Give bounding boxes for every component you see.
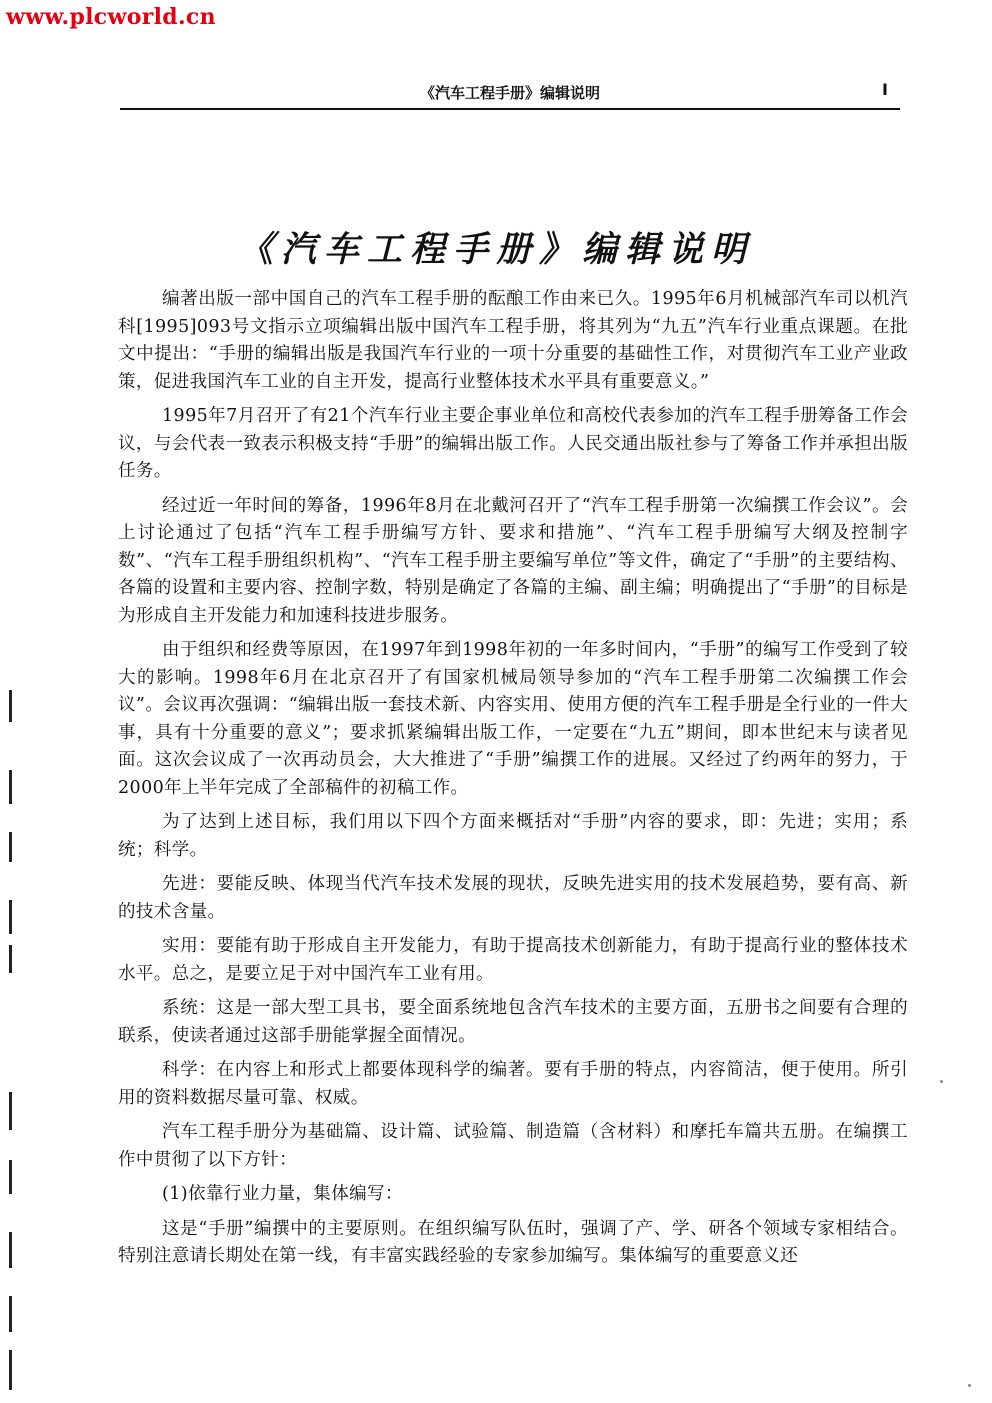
paragraph: 1995年7月召开了有21个汽车行业主要企事业单位和高校代表参加的汽车工程手册筹备工作会议，与会代表一致表示积极支持“手册”的编辑出版工作。人民交通出版社参与了筹备工作并承担出版任务。 <box>118 406 908 481</box>
body-text <box>118 286 908 1278</box>
scan-margin-mark <box>9 770 12 804</box>
paragraph: 为了达到上述目标，我们用以下四个方面来概括对“手册”内容的要求，即：先进；实用；系统；科学。 <box>118 812 908 860</box>
paragraph: (1)依靠行业力量，集体编写： <box>162 1184 403 1204</box>
scan-margin-mark <box>9 1092 12 1130</box>
paragraph: 汽车工程手册分为基础篇、设计篇、试验篇、制造篇（含材料）和摩托车篇共五册。在编撰工作中贯彻了以下方针： <box>118 1122 908 1170</box>
paragraph: 这是“手册”编撰中的主要原则。在组织编写队伍时，强调了产、学、研各个领域专家相结合。特别注意请长期处在第一线，有丰富实践经验的专家参加编写。集体编写的重要意义还 <box>118 1218 908 1266</box>
running-title: 《汽车工程手册》编辑说明 <box>419 84 600 102</box>
scan-margin-mark <box>9 832 12 862</box>
paragraph: 科学：在内容上和形式上都要体现科学的编著。要有手册的特点，内容简洁，便于使用。所引用的资料数据尽量可靠、权威。 <box>118 1060 908 1108</box>
scan-margin-mark <box>9 945 12 973</box>
paragraph: 经过近一年时间的筹备，1996年8月在北戴河召开了“汽车工程手册第一次编撰工作会议”。会上讨论通过了包括“汽车工程手册编写方针、要求和措施”、“汽车工程手册编写大纲及控制字数”、“汽车工程手册组织机构”、“汽车工程手册主要编写单位”等文件，确定了“手册”的主要结构、各篇的设置和主要内容、控制字数，特别是确定了各篇的主编、副主编；明确提出了“手册”的目标是为形成自主开发能力和加速科技进步服务。 <box>118 495 908 626</box>
paragraph: 先进：要能反映、体现当代汽车技术发展的现状，反映先进实用的技术发展趋势，要有高、新的技术含量。 <box>118 874 908 922</box>
scan-margin-mark <box>9 1232 12 1268</box>
scan-margin-mark <box>9 1160 12 1194</box>
paragraph: 系统：这是一部大型工具书，要全面系统地包含汽车技术的主要方面，五册书之间要有合理的联系，使读者通过这部手册能掌握全面情况。 <box>118 998 908 1046</box>
scan-margin-mark <box>9 900 12 934</box>
paragraph: 由于组织和经费等原因，在1997年到1998年初的一年多时间内，“手册”的编写工作受到了较大的影响。1998年6月在北京召开了有国家机械局领导参加的“汽车工程手册第二次编撰工作会议”。会议再次强调：“编辑出版一套技术新、内容实用、使用方便的汽车工程手册是全行业的一件大事，具有十分重要的意义”；要求抓紧编辑出版工作，一定要在“九五”期间，即本世纪末与读者见面。这次会议成了一次再动员会，大大推进了“手册”编撰工作的进展。又经过了约两年的努力，于2000年上半年完成了全部稿件的初稿工作。 <box>118 640 908 798</box>
watermark: www.plcworld.cn <box>6 4 216 30</box>
paragraph: 编著出版一部中国自己的汽车工程手册的酝酿工作由来已久。1995年6月机械部汽车司以机汽科[1995]093号文指示立项编辑出版中国汽车工程手册，将其列为“九五”汽车行业重点课题。在批文中提出：“手册的编辑出版是我国汽车行业的一项十分重要的基础性工作，对贯彻汽车工业产业政策，促进我国汽车工业的自主开发，提高行业整体技术水平具有重要意义。” <box>118 289 908 392</box>
scan-speck <box>968 1384 971 1387</box>
scan-margin-mark <box>9 1350 12 1390</box>
scan-margin-mark <box>9 1296 12 1332</box>
paragraph: 实用：要能有助于形成自主开发能力，有助于提高技术创新能力，有助于提高行业的整体技术水平。总之，是要立足于对中国汽车工业有用。 <box>118 936 908 984</box>
scan-margin-mark <box>9 690 12 722</box>
scan-speck <box>940 1080 943 1083</box>
running-header <box>120 78 900 110</box>
page-title: 《汽车工程手册》编辑说明 <box>237 230 754 270</box>
page-number: I <box>882 80 888 99</box>
